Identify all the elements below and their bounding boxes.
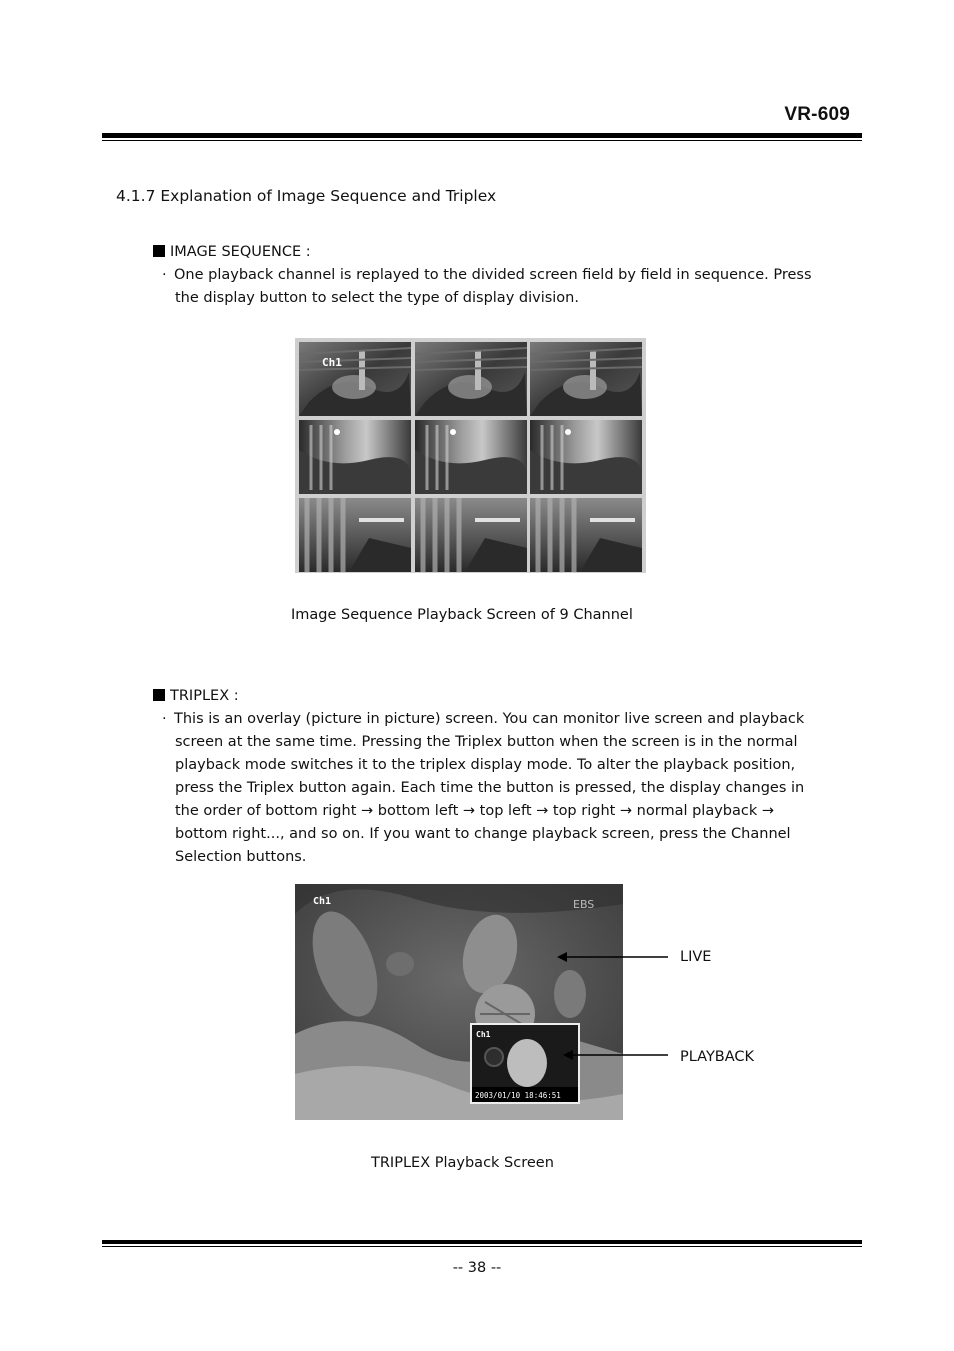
dot-bullet-icon: ·	[162, 267, 167, 283]
image-sequence-description: · One playback channel is replayed to the divided screen field by field in sequence. Press the display button to select the type of display division.	[162, 264, 852, 310]
dot-bullet-icon: ·	[162, 711, 167, 727]
image-sequence-heading: IMAGE SEQUENCE :	[153, 244, 311, 260]
section-title: 4.1.7 Explanation of Image Sequence and Triplex	[116, 187, 497, 205]
triplex-heading: TRIPLEX :	[153, 688, 239, 704]
image-sequence-caption: Image Sequence Playback Screen of 9 Channel	[291, 607, 633, 623]
model-name: VR-609	[784, 104, 850, 125]
arrow-left-icon	[563, 1050, 573, 1060]
footer-rule-thin	[102, 1246, 862, 1247]
live-label: LIVE	[680, 949, 712, 965]
callout-arrows	[555, 945, 675, 1065]
header-rule-thin	[102, 140, 862, 141]
playback-timestamp: 2003/01/10 18:46:51	[475, 1091, 561, 1100]
nine-channel-grid	[295, 338, 646, 573]
playback-channel-label: Ch1	[476, 1030, 491, 1039]
square-bullet-icon	[153, 689, 165, 701]
footer-rule	[102, 1240, 862, 1244]
page-number: -- 38 --	[452, 1260, 502, 1276]
square-bullet-icon	[153, 245, 165, 257]
playback-label: PLAYBACK	[680, 1049, 755, 1065]
live-channel-label: Ch1	[313, 896, 332, 907]
channel-label: Ch1	[322, 356, 342, 369]
triplex-caption: TRIPLEX Playback Screen	[371, 1155, 554, 1171]
arrow-left-icon	[557, 952, 567, 962]
header-rule	[102, 133, 862, 138]
broadcaster-logo: EBS	[573, 898, 595, 911]
image-sequence-screen	[295, 338, 646, 573]
triplex-description: · This is an overlay (picture in picture) screen. You can monitor live screen and playback screen at the same time. Pressing the Triplex button when the screen is in the normal playback mode switches it to the triplex display mode. To alter the playback position, press the Triplex button again. Each time the button is pressed, the display changes in the order of bottom right → bottom left → top left → top right → normal playback → bottom right..., and so on. If you want to change playback screen, press the Channel Selection buttons.	[162, 708, 852, 869]
